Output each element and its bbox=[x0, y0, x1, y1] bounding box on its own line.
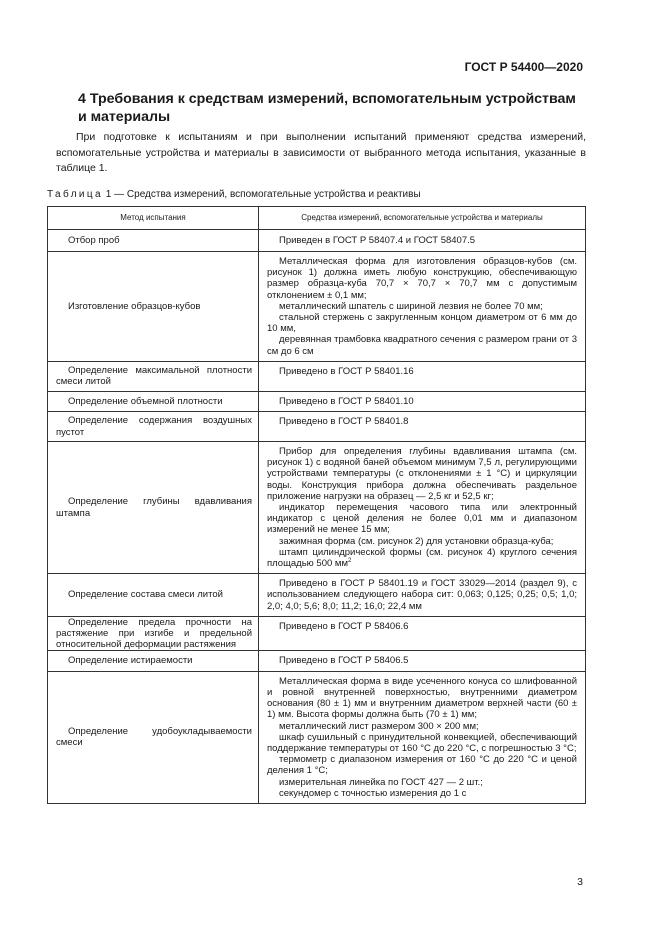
tools-text: термометр с диапазоном измерения от 160 °С до 220 °С и ценой деления 1 °С; bbox=[267, 754, 577, 777]
tools-cell bbox=[259, 616, 586, 651]
method-text: Отбор проб bbox=[68, 234, 120, 246]
method-text: Определение состава смеси литой bbox=[68, 589, 223, 601]
method-text: Определение предела прочности на растяжение при изгибе и предельной относительной деформации растяжения bbox=[56, 616, 252, 651]
method-text: Изготовление образцов-кубов bbox=[68, 300, 201, 312]
method-text: Определение содержания воздушных пустот bbox=[56, 415, 252, 438]
table-row bbox=[48, 574, 586, 617]
standard-code: ГОСТ Р 54400—2020 bbox=[464, 60, 583, 74]
superscript: 2 bbox=[348, 557, 352, 564]
table-row bbox=[48, 230, 586, 252]
col-header-method: Метод испытания bbox=[48, 207, 259, 230]
tools-cell bbox=[259, 442, 586, 574]
tools-cell bbox=[259, 391, 586, 411]
section-title: 4 Требования к средствам измерений, вспомогательным устройствам и материалы bbox=[78, 91, 576, 125]
tools-text: измерительная линейка по ГОСТ 427 — 2 шт.; bbox=[279, 776, 483, 788]
method-text: Определение максимальной плотности смеси литой bbox=[56, 365, 252, 388]
tools-text: металлический шпатель с шириной лезвия не более 70 мм; bbox=[279, 300, 543, 312]
method-cell bbox=[48, 616, 259, 651]
tools-text: Приведено в ГОСТ Р 58406.6 bbox=[279, 620, 409, 632]
tools-text: индикатор перемещения часового типа или электронный индикатор с ценой деления не более 0,01 мм и диапазоном измерений не менее 15 мм; bbox=[267, 502, 577, 536]
method-cell bbox=[48, 391, 259, 411]
table-caption bbox=[47, 188, 421, 201]
method-cell bbox=[48, 361, 259, 391]
tools-text: Металлическая форма в виде усеченного конуса со шлифованной и ровной внутренней поверхностью, внутренними диаметром основания (80 ± 1) мм и внутренним диаметром верхней части (60 ± 1) мм. Высота формы должна быть (70 ± 1) мм; bbox=[267, 675, 577, 721]
table-row bbox=[48, 442, 586, 574]
tools-text: Прибор для определения глубины вдавливания штампа (см. рисунок 1) с водяной баней объемом минимум 7,5 л, регулирующими устройствами температуры (с отклонениями ± 1 °C) и циркуляции воды. Конструкция прибора должна обеспечивать раздельное приложение нагрузки на образец — 2,5 кг и 52,5 кг; bbox=[267, 446, 577, 502]
table-row bbox=[48, 616, 586, 651]
table-row bbox=[48, 361, 586, 391]
tools-text: секундомер с точностью измерения до 1 с bbox=[279, 787, 467, 799]
tools-text: Металлическая форма для изготовления образцов-кубов (см. рисунок 1) должна иметь любую конструкцию, обеспечивающую размер образца-куба 70,7 × 70,7 × 70,7 мм с допустимым отклонением ± 0,1 мм; bbox=[267, 256, 577, 301]
tools-text: шкаф сушильный с принудительной конвекцией, обеспечивающий поддержание температуры от 160 °С до 220 °С, с погрешностью 3 °С; bbox=[267, 731, 577, 754]
tools-cell bbox=[259, 574, 586, 617]
method-cell bbox=[48, 412, 259, 442]
table-header-row bbox=[48, 207, 586, 230]
method-cell bbox=[48, 442, 259, 574]
col-header-tools: Средства измерений, вспомогательные устройства и материалы bbox=[259, 207, 586, 230]
tools-cell bbox=[259, 361, 586, 391]
table-row bbox=[48, 651, 586, 671]
page-number: 3 bbox=[577, 876, 583, 888]
method-text: Определение удобоукладываемости смеси bbox=[56, 726, 252, 749]
table-row bbox=[48, 391, 586, 411]
table-caption-prefix: Таблица bbox=[47, 189, 104, 200]
tools-text: деревянная трамбовка квадратного сечения с размером грани от 3 см до 6 см bbox=[267, 334, 577, 357]
tools-text bbox=[267, 547, 577, 569]
tools-cell bbox=[259, 651, 586, 671]
method-cell bbox=[48, 574, 259, 617]
tools-text: Приведено в ГОСТ Р 58401.16 bbox=[279, 365, 414, 377]
requirements-table bbox=[47, 206, 586, 804]
method-text: Определение глубины вдавливания штампа bbox=[56, 496, 252, 519]
table-row bbox=[48, 412, 586, 442]
tools-text: зажимная форма (см. рисунок 2) для установки образца-куба; bbox=[279, 535, 554, 547]
tools-text: Приведено в ГОСТ Р 58401.19 и ГОСТ 33029—2014 (раздел 9), с использованием следующего набора сит: 0,063; 0,125; 0,25; 0,5; 1,0; 2,0; 4,0; 5,6; 8,0; 11,2; 16,0; 22,4 мм bbox=[267, 578, 577, 612]
method-cell bbox=[48, 671, 259, 803]
method-cell bbox=[48, 651, 259, 671]
table-row bbox=[48, 671, 586, 803]
method-cell bbox=[48, 252, 259, 362]
tools-cell bbox=[259, 671, 586, 803]
intro-paragraph: При подготовке к испытаниям и при выполнении испытаний применяют средства измерений, вспомогательные устройства и материалы в зависимости от выбранного метода испытания, указанные в таблице 1. bbox=[56, 131, 586, 175]
tools-text: Приведено в ГОСТ Р 58401.8 bbox=[279, 416, 409, 428]
method-cell bbox=[48, 230, 259, 252]
tools-text: Приведен в ГОСТ Р 58407.4 и ГОСТ 58407.5 bbox=[279, 234, 476, 246]
tools-cell bbox=[259, 252, 586, 362]
tools-cell bbox=[259, 230, 586, 252]
tools-text: металлический лист размером 300 × 200 мм; bbox=[279, 720, 479, 732]
table-caption-text: 1 — Средства измерений, вспомогательные устройства и реактивы bbox=[103, 189, 421, 200]
table-row bbox=[48, 252, 586, 362]
tools-text: стальной стержень с закругленным концом диаметром от 6 мм до 10 мм, bbox=[267, 312, 577, 335]
method-text: Определение объемной плотности bbox=[68, 395, 223, 407]
tools-cell bbox=[259, 412, 586, 442]
tools-text: Приведено в ГОСТ Р 58401.10 bbox=[279, 395, 414, 407]
tools-text: Приведено в ГОСТ Р 58406.5 bbox=[279, 655, 409, 667]
tools-text-main: штамп цилиндрической формы (см. рисунок 4) круглого сечения площадью 500 мм bbox=[267, 546, 577, 570]
method-text: Определение истираемости bbox=[68, 655, 193, 667]
